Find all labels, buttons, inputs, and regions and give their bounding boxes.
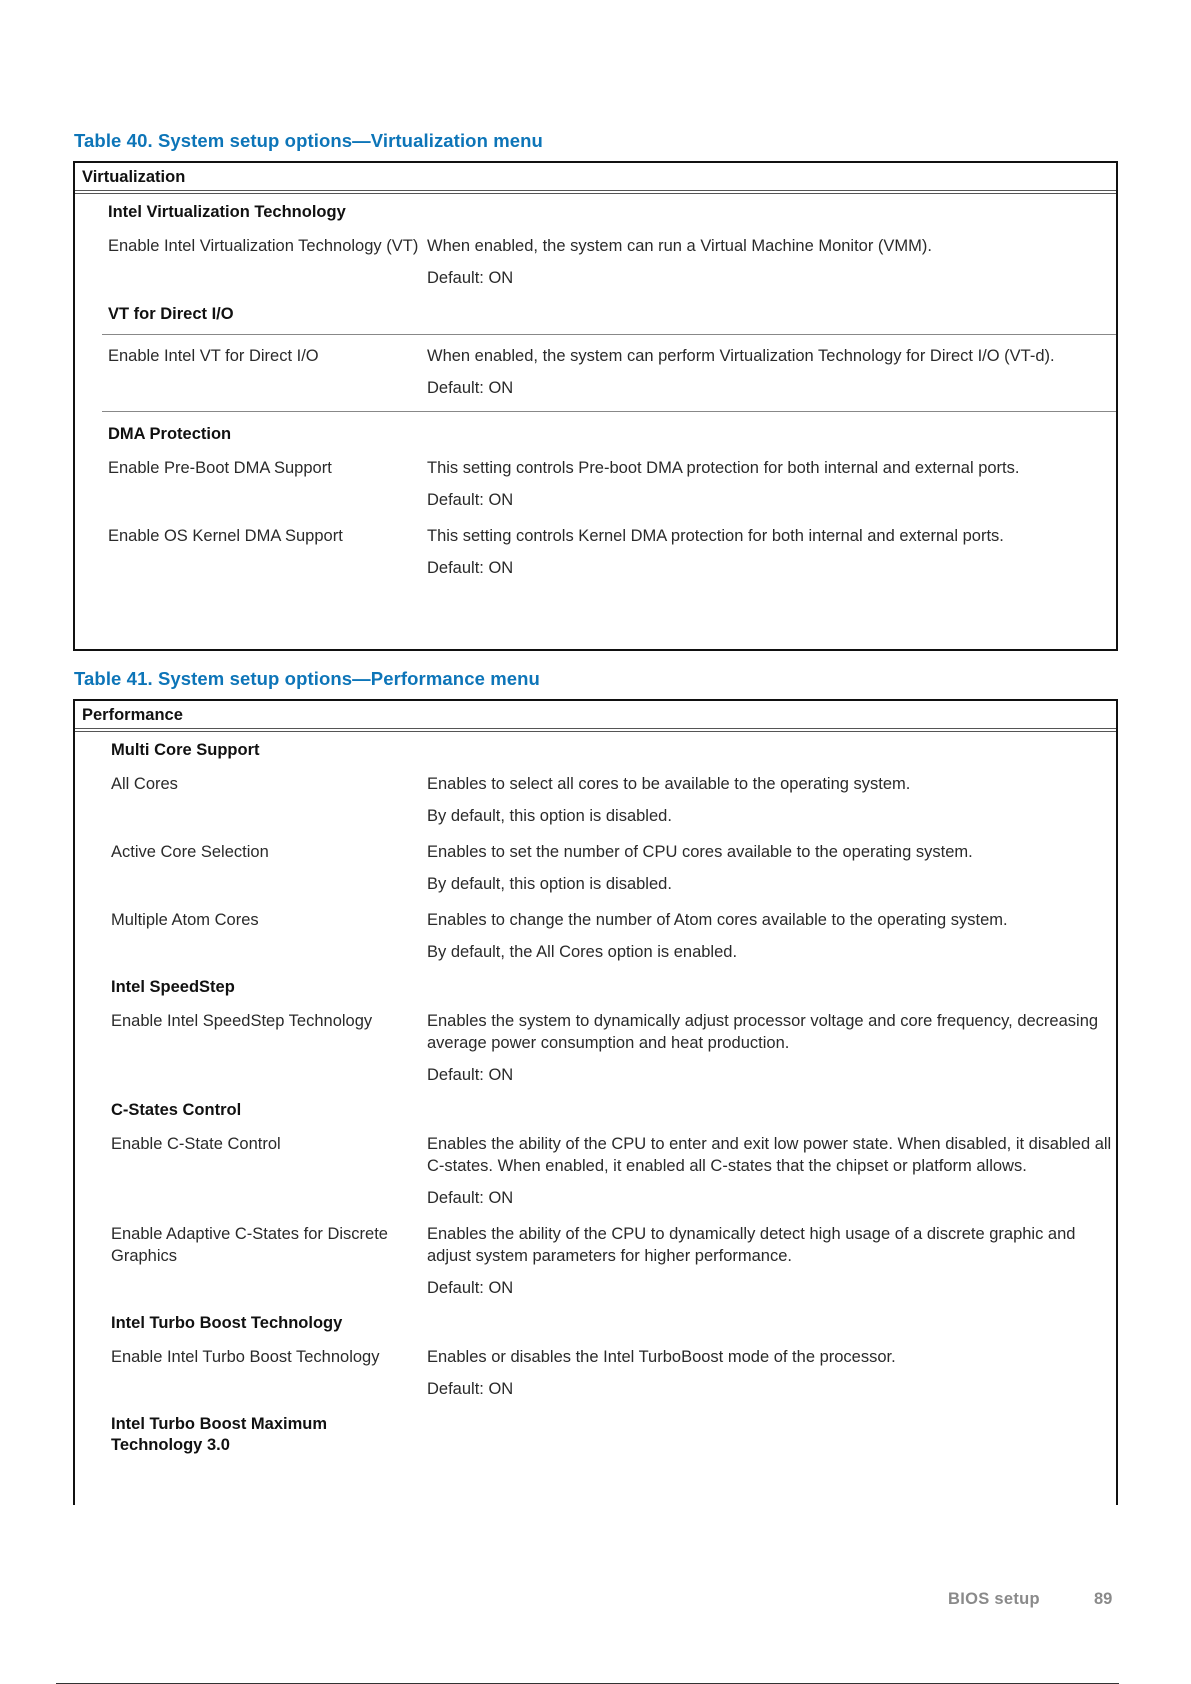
option-row-enable-vt-direct-io — [102, 345, 1116, 412]
option-description: This setting controls Kernel DMA protection for both internal and external ports. — [427, 527, 1004, 545]
option-description: Enables the system to dynamically adjust processor voltage and core frequency, decreasing average power consumption and heat production. — [427, 1012, 1099, 1052]
option-default: Default: ON — [427, 1380, 514, 1398]
option-description: Enables the ability of the CPU to dynamically detect high usage of a discrete graphic and adjust system parameters for higher performance. — [427, 1225, 1076, 1265]
option-name: Enable Intel Virtualization Technology (VT) — [108, 237, 419, 255]
option-description: Enables to change the number of Atom cores available to the operating system. — [427, 911, 1008, 929]
table-40-caption: Table 40. System setup options—Virtualization menu — [74, 130, 543, 151]
virtualization-table — [73, 161, 1118, 651]
option-name: Enable Intel SpeedStep Technology — [111, 1012, 373, 1030]
group-title-vt-direct-io: VT for Direct I/O — [102, 304, 1116, 335]
group-title-turbo-boost-max-3: Intel Turbo Boost Maximum Technology 3.0 — [111, 1415, 328, 1454]
option-row-os-kernel-dma — [75, 525, 1116, 579]
option-row-enable-c-state-control — [75, 1133, 1116, 1209]
option-row-enable-turbo-boost — [75, 1346, 1116, 1400]
option-description: When enabled, the system can run a Virtual Machine Monitor (VMM). — [427, 237, 932, 255]
option-row-enable-intel-vt — [75, 235, 1116, 289]
footer-section-title: BIOS setup — [948, 1590, 1040, 1608]
group-title-intel-speedstep: Intel SpeedStep — [111, 978, 235, 996]
table-41-caption: Table 41. System setup options—Performance menu — [74, 668, 540, 689]
option-default: By default, this option is disabled. — [427, 807, 672, 825]
group-title-c-states-control: C-States Control — [111, 1101, 242, 1119]
option-name: Enable OS Kernel DMA Support — [108, 527, 343, 545]
option-row-active-core-selection — [75, 841, 1116, 895]
group-title-intel-vt: Intel Virtualization Technology — [108, 203, 346, 221]
option-default: Default: ON — [427, 1066, 514, 1084]
group-title-dma-protection: DMA Protection — [108, 425, 232, 443]
option-row-all-cores — [75, 773, 1116, 827]
option-row-pre-boot-dma — [75, 457, 1116, 511]
virtualization-table-header: Virtualization — [75, 163, 1116, 194]
option-row-multiple-atom-cores — [75, 909, 1116, 963]
option-row-enable-speedstep — [75, 1010, 1116, 1086]
option-name: All Cores — [111, 775, 178, 793]
option-default: Default: ON — [427, 379, 514, 397]
option-description: When enabled, the system can perform Virtualization Technology for Direct I/O (VT-d). — [427, 347, 1055, 365]
option-name: Active Core Selection — [111, 843, 269, 861]
option-default: Default: ON — [427, 269, 514, 287]
option-default: By default, the All Cores option is enabled. — [427, 943, 738, 961]
option-name: Enable Adaptive C-States for Discrete Graphics — [111, 1225, 388, 1265]
option-name: Enable Intel Turbo Boost Technology — [111, 1348, 380, 1366]
option-default: Default: ON — [427, 1189, 514, 1207]
option-name: Enable Pre-Boot DMA Support — [108, 459, 332, 477]
option-description: Enables or disables the Intel TurboBoost mode of the processor. — [427, 1348, 896, 1366]
option-description: Enables to set the number of CPU cores available to the operating system. — [427, 843, 973, 861]
option-default: Default: ON — [427, 1279, 514, 1297]
option-description: Enables to select all cores to be available to the operating system. — [427, 775, 911, 793]
option-name: Multiple Atom Cores — [111, 911, 259, 929]
group-title-multi-core: Multi Core Support — [111, 741, 260, 759]
group-title-turbo-boost: Intel Turbo Boost Technology — [111, 1314, 343, 1332]
option-row-adaptive-c-states — [75, 1223, 1116, 1299]
performance-table-header: Performance — [75, 701, 1116, 732]
option-default: Default: ON — [427, 491, 514, 509]
option-default: Default: ON — [427, 559, 514, 577]
option-description: Enables the ability of the CPU to enter and exit low power state. When disabled, it disabled all C-states. When enabled, it enabled all C-states that the chipset or platform allows. — [427, 1135, 1112, 1175]
performance-table — [73, 699, 1118, 1505]
option-name: Enable C-State Control — [111, 1135, 281, 1153]
option-default: By default, this option is disabled. — [427, 875, 672, 893]
option-name: Enable Intel VT for Direct I/O — [108, 347, 319, 365]
page-number: 89 — [1094, 1590, 1113, 1608]
option-description: This setting controls Pre-boot DMA protection for both internal and external ports. — [427, 459, 1020, 477]
